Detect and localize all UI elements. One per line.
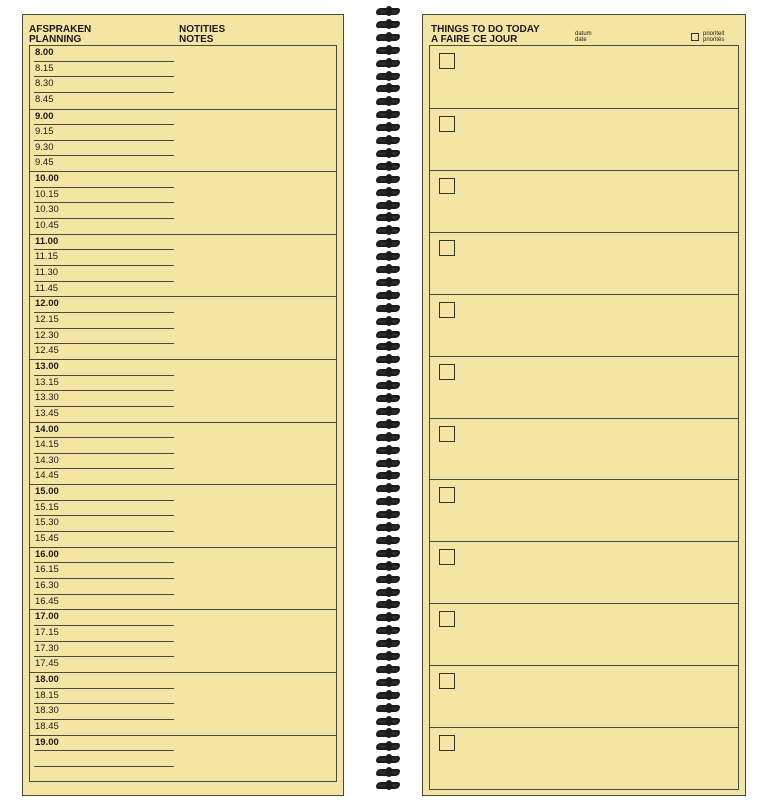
binding-coil (376, 292, 400, 299)
todo-item[interactable] (430, 46, 738, 108)
priority-checkbox-icon[interactable] (691, 33, 699, 41)
todo-item[interactable] (430, 108, 738, 170)
hour-label[interactable]: 18.00 (34, 673, 174, 689)
hour-block (30, 484, 336, 547)
binding-coil (376, 227, 400, 234)
checkbox-icon[interactable] (439, 735, 455, 751)
binding-coil (376, 498, 400, 505)
quarter-slot[interactable]: 14.15 (34, 438, 174, 454)
binding-coil (376, 34, 400, 41)
quarter-slot[interactable]: 8.30 (34, 77, 174, 93)
checkbox-icon[interactable] (439, 116, 455, 132)
checkbox-icon[interactable] (439, 364, 455, 380)
checkbox-icon[interactable] (439, 302, 455, 318)
quarter-slot[interactable]: 13.30 (34, 391, 174, 407)
binding-coil (376, 576, 400, 583)
binding-coil (376, 279, 400, 286)
quarter-slot[interactable]: 10.45 (35, 219, 59, 231)
quarter-slot[interactable]: 14.30 (34, 454, 174, 470)
quarter-slot[interactable]: 10.30 (34, 203, 174, 219)
binding-coil (376, 176, 400, 183)
schedule-grid (29, 45, 337, 782)
notes-header-line-1: NOTITIES (179, 24, 226, 35)
binding-coil (376, 73, 400, 80)
binding-coil (376, 679, 400, 686)
binding-coil (376, 421, 400, 428)
binding-coil (376, 434, 400, 441)
checkbox-icon[interactable] (439, 611, 455, 627)
todo-item[interactable] (430, 541, 738, 603)
hour-block (30, 46, 336, 109)
binding-coil (376, 730, 400, 737)
quarter-slot[interactable]: 8.15 (34, 62, 174, 78)
quarter-slot[interactable]: 13.15 (34, 376, 174, 392)
binding-coil (376, 214, 400, 221)
quarter-slot[interactable]: 16.15 (34, 563, 174, 579)
checkbox-icon[interactable] (439, 426, 455, 442)
hour-block (30, 672, 336, 735)
hour-block (30, 547, 336, 610)
binding-coil (376, 8, 400, 15)
todo-item[interactable] (430, 232, 738, 294)
appointments-header-line-1: AFSPRAKEN (29, 24, 92, 35)
quarter-slot[interactable]: 9.45 (35, 157, 54, 169)
binding-coil (376, 692, 400, 699)
checkbox-icon[interactable] (439, 240, 455, 256)
todo-item[interactable] (430, 170, 738, 232)
binding-coil (376, 343, 400, 350)
binding-coil (376, 537, 400, 544)
quarter-slot[interactable]: 17.30 (34, 642, 174, 658)
hour-block (30, 171, 336, 234)
quarter-slot[interactable]: 16.45 (35, 595, 59, 607)
binding-coil (376, 253, 400, 260)
binding-coil (376, 614, 400, 621)
binding-coil (376, 743, 400, 750)
notes-header-line-2: NOTES (179, 34, 214, 45)
binding-coil (376, 137, 400, 144)
binding-coil (376, 356, 400, 363)
quarter-slot[interactable]: 12.30 (34, 329, 174, 345)
binding-coil (376, 705, 400, 712)
priority-label-line-2: priorités (703, 37, 725, 43)
hour-block (30, 735, 336, 798)
quarter-slot[interactable]: 11.30 (34, 266, 174, 282)
binding-coil (376, 111, 400, 118)
binding-coil (376, 589, 400, 596)
quarter-slot[interactable]: 15.45 (35, 532, 59, 544)
quarter-slot[interactable]: 9.30 (34, 141, 174, 157)
binding-coil (376, 47, 400, 54)
quarter-slot[interactable] (34, 751, 174, 767)
hour-block (30, 422, 336, 485)
quarter-slot[interactable]: 13.45 (35, 407, 59, 419)
spiral-binding-icon (370, 0, 406, 803)
binding-coil (376, 756, 400, 763)
binding-coil (376, 563, 400, 570)
binding-coil (376, 718, 400, 725)
priority-label-line-1: prioriteit (703, 31, 725, 37)
todo-item[interactable] (430, 418, 738, 480)
binding-coil (376, 550, 400, 557)
todo-item[interactable] (430, 479, 738, 541)
binding-coil (376, 85, 400, 92)
todo-item[interactable] (430, 665, 738, 727)
quarter-slot[interactable]: 14.45 (35, 470, 59, 482)
binding-coil (376, 485, 400, 492)
binding-coil (376, 627, 400, 634)
todo-list (429, 45, 739, 790)
binding-coil (376, 369, 400, 376)
checkbox-icon[interactable] (439, 178, 455, 194)
quarter-slot[interactable]: 17.15 (34, 626, 174, 642)
binding-coil (376, 318, 400, 325)
hour-label[interactable]: 15.00 (34, 485, 174, 501)
hour-block (30, 359, 336, 422)
appointments-header-line-2: PLANNING (29, 34, 82, 45)
binding-coil (376, 408, 400, 415)
binding-coil (376, 150, 400, 157)
todo-header-line-2: A FAIRE CE JOUR (431, 34, 518, 45)
date-label-line-2: date (575, 37, 587, 43)
checkbox-icon[interactable] (439, 673, 455, 689)
binding-coil (376, 666, 400, 673)
binding-coil (376, 240, 400, 247)
checkbox-icon[interactable] (439, 549, 455, 565)
todo-item[interactable] (430, 603, 738, 665)
hour-label[interactable]: 10.00 (34, 172, 174, 188)
todo-item[interactable] (430, 294, 738, 356)
binding-coil (376, 60, 400, 67)
hour-label[interactable]: 19.00 (34, 736, 174, 752)
quarter-slot[interactable]: 11.15 (34, 250, 174, 266)
hour-label[interactable]: 9.00 (34, 110, 174, 126)
binding-coil (376, 769, 400, 776)
quarter-slot[interactable]: 12.15 (34, 313, 174, 329)
quarter-slot[interactable]: 18.30 (34, 704, 174, 720)
todo-header-line-1: THINGS TO DO TODAY (431, 24, 540, 35)
hour-block (30, 234, 336, 297)
hour-label[interactable]: 14.00 (34, 423, 174, 439)
binding-coil (376, 601, 400, 608)
quarter-slot[interactable]: 10.15 (34, 188, 174, 204)
quarter-slot[interactable]: 16.30 (34, 579, 174, 595)
todo-header (431, 25, 540, 45)
binding-coil (376, 202, 400, 209)
hour-label[interactable]: 17.00 (34, 610, 174, 626)
binding-coil (376, 460, 400, 467)
hour-label[interactable]: 11.00 (34, 235, 174, 251)
hour-label[interactable]: 8.00 (34, 46, 174, 62)
binding-coil (376, 21, 400, 28)
hour-block (30, 109, 336, 172)
binding-coil (376, 163, 400, 170)
hour-block (30, 296, 336, 359)
hour-block (30, 609, 336, 672)
checkbox-icon[interactable] (439, 53, 455, 69)
quarter-slot[interactable]: 18.15 (34, 689, 174, 705)
binding-coil (376, 511, 400, 518)
notes-header (179, 25, 225, 45)
binding-coil (376, 266, 400, 273)
binding-coil (376, 331, 400, 338)
binding-coil (376, 124, 400, 131)
hour-label[interactable]: 12.00 (34, 297, 174, 313)
binding-coil (376, 653, 400, 660)
binding-coil (376, 98, 400, 105)
hour-label[interactable]: 13.00 (34, 360, 174, 376)
todo-item[interactable] (430, 356, 738, 418)
appointments-header (29, 25, 91, 45)
hour-label[interactable]: 16.00 (34, 548, 174, 564)
quarter-slot[interactable]: 18.45 (35, 720, 59, 732)
quarter-slot[interactable]: 9.15 (34, 125, 174, 141)
checkbox-icon[interactable] (439, 487, 455, 503)
priority-label (703, 31, 724, 43)
binding-coil (376, 305, 400, 312)
date-label-line-1: datum (575, 31, 592, 37)
binding-coil (376, 382, 400, 389)
quarter-slot[interactable]: 15.30 (34, 516, 174, 532)
binding-coil (376, 640, 400, 647)
quarter-slot[interactable]: 17.45 (35, 658, 59, 670)
quarter-slot[interactable]: 12.45 (35, 345, 59, 357)
binding-coil (376, 447, 400, 454)
quarter-slot[interactable]: 15.15 (34, 501, 174, 517)
binding-coil (376, 189, 400, 196)
binding-coil (376, 395, 400, 402)
binding-coil (376, 524, 400, 531)
todo-page (422, 14, 746, 796)
quarter-slot[interactable]: 11.45 (35, 282, 59, 294)
quarter-slot[interactable]: 8.45 (35, 93, 54, 105)
date-label (575, 31, 592, 43)
binding-coil (376, 472, 400, 479)
planning-page (22, 14, 344, 796)
todo-item[interactable] (430, 727, 738, 789)
binding-coil (376, 782, 400, 789)
quarter-slot[interactable] (34, 767, 174, 783)
